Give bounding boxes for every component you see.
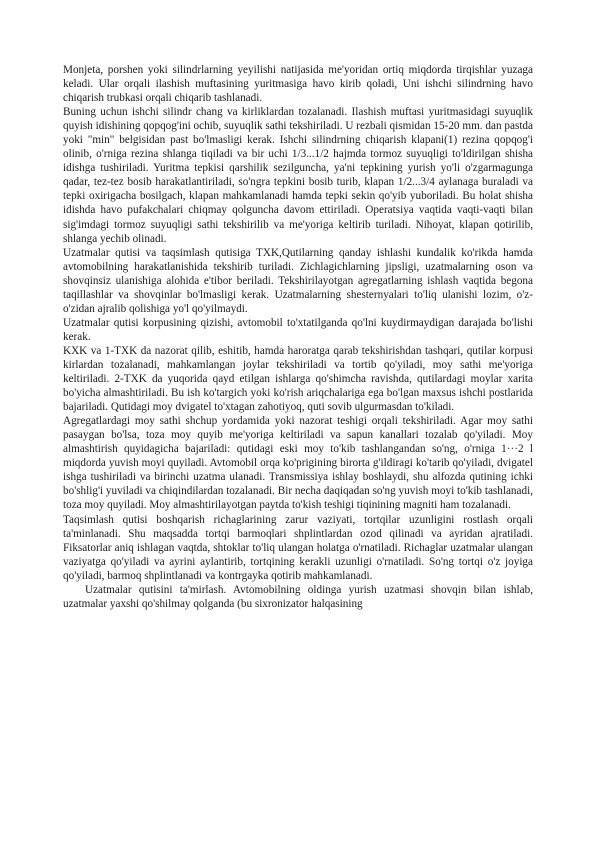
paragraph-1: Monjeta, porshen yoki silindrlarning yeyilishi natijasida me'yoridan ortiq miqdorda tirqishlar yuzaga keladi. Ular orqali ilashish muftasining yuritmasiga havo kirib qoladi, Uni ishchi silindrning havo chiqarish trubkasi orqali chiqarib tashlanadi.: [63, 64, 533, 105]
paragraph-3: Uzatmalar qutisi va taqsimlash qutisiga TXK,Qutilarning qanday ishlashi kundalik ko'rikda hamda avtomobilning harakatlanishida tekshirib turiladi. Zichlagichlarning jipsligi, uzatmalarning oson va shovqinsiz ulanishiga alohida e'tibor beriladi. Tekshirilayotgan agregatlarning ishlash vaqtida begona taqillashlar va shovqinlar bo'lmasligi kerak. Uzatmalarning shesternyalari to'liq ulanishi lozim, o'z-o'zidan ajralib qolishiga yo'l qo'yilmaydi.: [63, 246, 533, 315]
document-page: [63, 63, 533, 611]
paragraph-4: Uzatmalar qutisi korpusining qizishi, avtomobil to'xtatilganda qo'lni kuydirmaydigan darajada bo'lishi kerak.: [63, 316, 533, 343]
paragraph-5: KXK va 1-TXK da nazorat qilib, eshitib, hamda haroratga qarab tekshirishdan tashqari, qutilar korpusi kirlardan tozalanadi, mahkamlangan joylar tekshiriladi va tortib qo'yiladi, moy sathi me'yoriga keltiriladi. 2-TXK da yuqorida qayd etilgan ishlarga qo'shimcha ravishda, qutilardagi moylar xarita bo'yicha almashtiriladi. Bu ish ko'targich yoki ko'rish ariqchalariga ega bo'lgan maxsus ishchi postlarida bajariladi. Qutidagi moy dvigatel to'xtagan zahotiyoq, quti sovib ulgurmasdan to'kiladi.: [63, 344, 533, 414]
paragraph-7: Taqsimlash qutisi boshqarish richaglarining zarur vaziyati, tortqilar uzunligini rostlash orqali ta'minlanadi. Shu maqsadda tortqi barmoqlari shplintlardan ozod qilinadi va ayridan ajratiladi. Fiksatorlar aniq ishlagan vaqtda, shtoklar to'liq ulangan holatga o'rnatiladi. Richaglar uzatmalar ulangan vaziyatga qo'yiladi va ayrini aylantirib, tortqining kerakli uzunligi o'rnatiladi. So'ng tortqi o'z joyiga qo'yiladi, barmoq shplintlanadi va kontrgayka qotirib mahkamlanadi.: [63, 513, 533, 582]
paragraph-6: Agregatlardagi moy sathi shchup yordamida yoki nazorat teshigi orqali tekshiriladi. Agar moy sathi pasaygan bo'lsa, toza moy quyib me'yoriga keltiriladi va sapun kanallari tozalab qo'yiladi. Moy almashtirish quyidagicha bajariladi: qutidagi eski moy to'kib tashlangandan so'ng, o'rniga 1···2 l miqdorda yuvish moyi quyiladi. Avtomobil orqa ko'prigining birorta g'ildiragi ko'tarib qo'yiladi, dvigatel ishga tushiriladi va birinchi uzatma ulanadi. Transmissiya ishlay boshlaydi, shu alfozda qutining ichki bo'shlig'i yuviladi va chiqindilardan tozalanadi. Bir necha daqiqadan so'ng yuvish moyi to'kib tashlanadi, toza moy quyiladi. Moy almashtirilayotgan paytda to'kish teshigi tiqinining magniti ham tozalanadi.: [63, 415, 533, 512]
paragraph-2: Buning uchun ishchi silindr chang va kirliklardan tozalanadi. Ilashish muftasi yuritmasidagi suyuqlik quyish idishining qopqog'ini ochib, suyuqlik sathi tekshiriladi. U rezbali qismidan 15-20 mm. dan pastda yoki "min" belgisidan past bo'lmasligi kerak. Ishchi silindrning chiqarish klapani(1) rezina qopqog'i olinib, o'rniga rezina shlanga tiqiladi va bir uchi 1/3...1/2 hajmda tormoz suyuqligi to'ldirilgan shisha idishga tushiriladi. Yuritma tepkisi qarshilik sezilguncha, ya'ni tepkining yurish yo'li o'zgarmagunga qadar, tez-tez bosib harakatlantiriladi, so'ngra tepkini bosib turib, klapan 1/2...3/4 aylanaga buraladi va tepki oxirigacha bosilgach, klapan mahkamlanadi hamda tepki sekin qo'yib yuboriladi. Bu holat shisha idishda havo pufakchalari chiqmay qolguncha davom ettiriladi. Operatsiya vaqtida vaqti-vaqti bilan sig'imdagi tormoz suyuqligi sathi tekshirilib va me'yoriga keltirib turiladi. Nihoyat, klapan qotirilib, shlanga yechib olinadi.: [63, 106, 533, 245]
paragraph-8: Uzatmalar qutisini ta'mirlash. Avtomobilning oldinga yurish uzatmasi shovqin bilan ishlab, uzatmalar yaxshi qo'shilmay qolganda (bu sixronizator halqasining: [63, 583, 533, 610]
